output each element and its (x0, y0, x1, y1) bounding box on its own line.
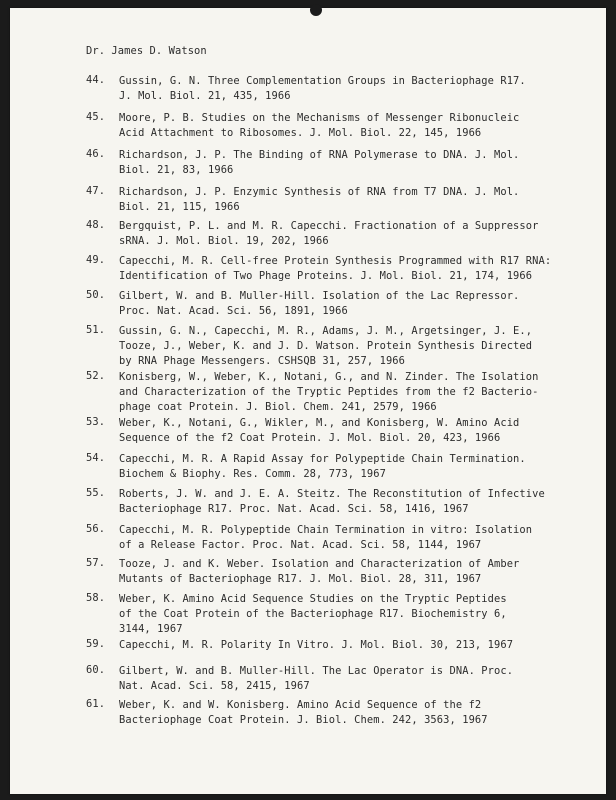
reference-number: 58. (86, 592, 106, 604)
reference-line: J. Mol. Biol. 21, 435, 1966 (119, 90, 291, 103)
reference-line: Proc. Nat. Acad. Sci. 56, 1891, 1966 (119, 305, 348, 318)
reference-text (119, 416, 596, 446)
reference-line: Gilbert, W. and B. Muller-Hill. Isolation of the Lac Repressor. (119, 290, 520, 302)
reference-number: 56. (86, 523, 106, 535)
reference-line: 3144, 1967 (119, 623, 183, 636)
reference-line: by RNA Phage Messengers. CSHSQB 31, 257, 1966 (119, 355, 406, 368)
reference-entry (86, 219, 596, 249)
reference-list (10, 8, 606, 794)
reference-entry (86, 487, 596, 517)
reference-text (119, 74, 596, 104)
reference-line: Capecchi, M. R. A Rapid Assay for Polypeptide Chain Termination. (119, 453, 526, 465)
reference-line: of the Coat Protein of the Bacteriophage R17. Biochemistry 6, (119, 608, 507, 621)
reference-line: Biochem & Biophy. Res. Comm. 28, 773, 1967 (119, 468, 386, 481)
reference-line: Identification of Two Phage Proteins. J. Mol. Biol. 21, 174, 1966 (119, 270, 533, 283)
reference-entry (86, 370, 596, 416)
reference-line: Biol. 21, 83, 1966 (119, 164, 234, 177)
reference-entry (86, 324, 596, 370)
reference-entry (86, 148, 596, 178)
reference-line: Biol. 21, 115, 1966 (119, 201, 240, 214)
reference-number: 46. (86, 148, 106, 160)
reference-entry (86, 289, 596, 319)
page-header: Dr. James D. Watson (86, 45, 207, 57)
document-page (10, 8, 606, 794)
reference-line: Gilbert, W. and B. Muller-Hill. The Lac Operator is DNA. Proc. (119, 665, 514, 677)
reference-number: 49. (86, 254, 106, 266)
reference-line: Weber, K. Amino Acid Sequence Studies on the Tryptic Peptides (119, 593, 507, 605)
reference-line: Weber, K. and W. Konisberg. Amino Acid Sequence of the f2 (119, 699, 482, 711)
reference-line: and Characterization of the Tryptic Peptides from the f2 Bacterio- (119, 386, 539, 399)
reference-entry (86, 664, 596, 694)
reference-text (119, 324, 596, 370)
reference-number: 61. (86, 698, 106, 710)
reference-line: Bergquist, P. L. and M. R. Capecchi. Fractionation of a Suppressor (119, 220, 539, 232)
reference-entry (86, 254, 596, 284)
reference-number: 57. (86, 557, 106, 569)
reference-line: Tooze, J., Weber, K. and J. D. Watson. Protein Synthesis Directed (119, 340, 533, 353)
reference-text (119, 638, 596, 653)
reference-line: Nat. Acad. Sci. 58, 2415, 1967 (119, 680, 310, 693)
reference-entry (86, 111, 596, 141)
reference-line: Richardson, J. P. The Binding of RNA Polymerase to DNA. J. Mol. (119, 149, 520, 161)
reference-entry (86, 452, 596, 482)
reference-line: sRNA. J. Mol. Biol. 19, 202, 1966 (119, 235, 329, 248)
reference-line: Acid Attachment to Ribosomes. J. Mol. Biol. 22, 145, 1966 (119, 127, 482, 140)
reference-line: Bacteriophage Coat Protein. J. Biol. Chem. 242, 3563, 1967 (119, 714, 488, 727)
reference-line: Roberts, J. W. and J. E. A. Steitz. The Reconstitution of Infective (119, 488, 545, 500)
reference-number: 60. (86, 664, 106, 676)
reference-text (119, 592, 596, 638)
reference-entry (86, 416, 596, 446)
reference-text (119, 523, 596, 553)
reference-number: 48. (86, 219, 106, 231)
reference-line: Moore, P. B. Studies on the Mechanisms of Messenger Ribonucleic (119, 112, 520, 124)
reference-line: Gussin, G. N. Three Complementation Groups in Bacteriophage R17. (119, 75, 526, 87)
reference-line: Weber, K., Notani, G., Wikler, M., and Konisberg, W. Amino Acid (119, 417, 520, 429)
reference-line: Mutants of Bacteriophage R17. J. Mol. Biol. 28, 311, 1967 (119, 573, 482, 586)
reference-line: Konisberg, W., Weber, K., Notani, G., and N. Zinder. The Isolation (119, 371, 539, 383)
reference-text (119, 452, 596, 482)
reference-line: Gussin, G. N., Capecchi, M. R., Adams, J. M., Argetsinger, J. E., (119, 325, 533, 337)
reference-line: Bacteriophage R17. Proc. Nat. Acad. Sci. 58, 1416, 1967 (119, 503, 469, 516)
reference-number: 52. (86, 370, 106, 382)
reference-line: Capecchi, M. R. Polarity In Vitro. J. Mol. Biol. 30, 213, 1967 (119, 639, 514, 651)
reference-text (119, 557, 596, 587)
reference-text (119, 698, 596, 728)
reference-line: Capecchi, M. R. Polypeptide Chain Termination in vitro: Isolation (119, 524, 533, 536)
reference-text (119, 185, 596, 215)
reference-text (119, 254, 596, 284)
reference-number: 54. (86, 452, 106, 464)
reference-entry (86, 592, 596, 638)
reference-entry (86, 185, 596, 215)
reference-number: 47. (86, 185, 106, 197)
reference-entry (86, 523, 596, 553)
reference-text (119, 487, 596, 517)
reference-entry (86, 638, 596, 653)
reference-entry (86, 74, 596, 104)
reference-number: 45. (86, 111, 106, 123)
reference-number: 55. (86, 487, 106, 499)
reference-line: Tooze, J. and K. Weber. Isolation and Characterization of Amber (119, 558, 520, 570)
reference-line: of a Release Factor. Proc. Nat. Acad. Sci. 58, 1144, 1967 (119, 539, 482, 552)
reference-line: phage coat Protein. J. Biol. Chem. 241, 2579, 1966 (119, 401, 437, 414)
reference-entry (86, 698, 596, 728)
reference-line: Capecchi, M. R. Cell-free Protein Synthesis Programmed with R17 RNA: (119, 255, 552, 267)
reference-text (119, 370, 596, 416)
reference-text (119, 289, 596, 319)
reference-number: 50. (86, 289, 106, 301)
reference-number: 59. (86, 638, 106, 650)
reference-text (119, 664, 596, 694)
reference-line: Richardson, J. P. Enzymic Synthesis of RNA from T7 DNA. J. Mol. (119, 186, 520, 198)
reference-entry (86, 557, 596, 587)
reference-text (119, 219, 596, 249)
reference-number: 44. (86, 74, 106, 86)
reference-line: Sequence of the f2 Coat Protein. J. Mol. Biol. 20, 423, 1966 (119, 432, 501, 445)
reference-text (119, 111, 596, 141)
reference-text (119, 148, 596, 178)
reference-number: 51. (86, 324, 106, 336)
reference-number: 53. (86, 416, 106, 428)
